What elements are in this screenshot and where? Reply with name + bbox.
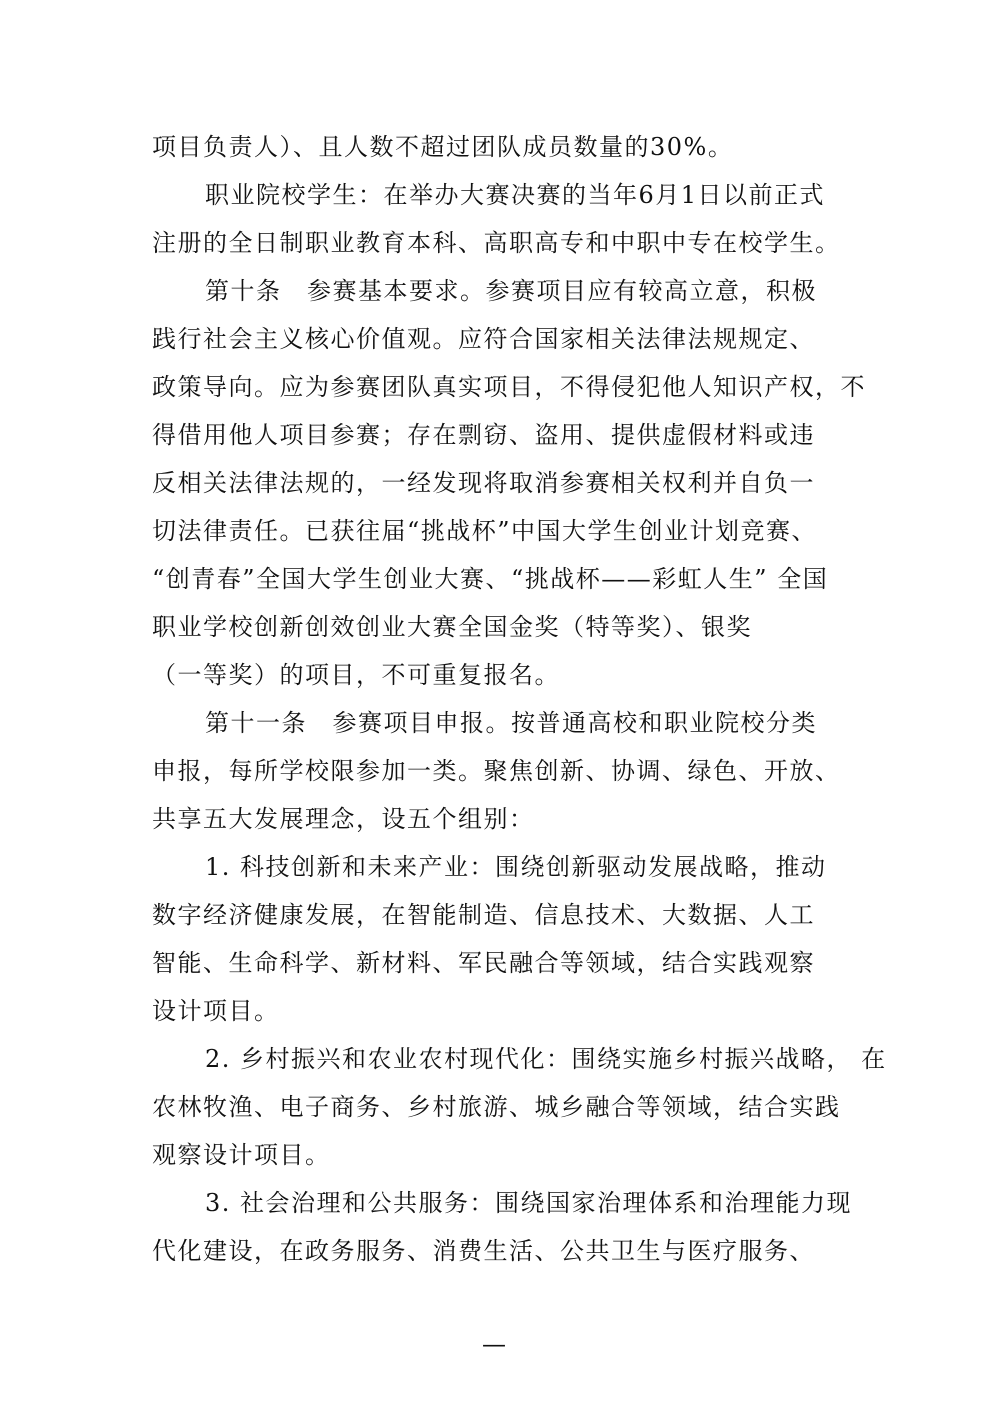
text-line: 农林牧渔、电子商务、乡村旅游、城乡融合等领域，结合实践: [152, 1093, 841, 1121]
text-line: （一等奖）的项目，不可重复报名。: [152, 661, 560, 689]
text-line: 申报，每所学校限参加一类。聚焦创新、协调、绿色、开放、: [152, 757, 841, 785]
text-line: 第十一条 参赛项目申报。按普通高校和职业院校分类: [205, 709, 817, 737]
text-line: 3. 社会治理和公共服务：围绕国家治理体系和治理能力现: [205, 1189, 853, 1217]
text-line: 职业学校创新创效创业大赛全国金奖（特等奖）、银奖: [152, 613, 752, 641]
text-line: 观察设计项目。: [152, 1141, 331, 1169]
text-line: 职业院校学生：在举办大赛决赛的当年6月1日以前正式: [205, 181, 826, 209]
text-line: 2. 乡村振兴和农业农村现代化：围绕实施乡村振兴战略， 在: [205, 1045, 887, 1073]
text-line: 设计项目。: [152, 997, 280, 1025]
text-line: 项目负责人）、且人数不超过团队成员数量的30%。: [152, 133, 734, 161]
text-line: “创青春”全国大学生创业大赛、“挑战杯——彩虹人生” 全国: [152, 565, 829, 593]
text-line: 数字经济健康发展，在智能制造、信息技术、大数据、人工: [152, 901, 815, 929]
text-line: 得借用他人项目参赛；存在剽窃、盗用、提供虚假材料或违: [152, 421, 815, 449]
text-line: 共享五大发展理念，设五个组别：: [152, 805, 535, 833]
page-footer-mark: —: [482, 1330, 506, 1358]
text-line: 践行社会主义核心价值观。应符合国家相关法律法规规定、: [152, 325, 815, 353]
text-line: 反相关法律法规的，一经发现将取消参赛相关权利并自负一: [152, 469, 815, 497]
text-line: 第十条 参赛基本要求。参赛项目应有较高立意，积极: [205, 277, 817, 305]
text-line: 智能、生命科学、新材料、军民融合等领域，结合实践观察: [152, 949, 815, 977]
text-line: 注册的全日制职业教育本科、高职高专和中职中专在校学生。: [152, 229, 841, 257]
text-line: 1. 科技创新和未来产业：围绕创新驱动发展战略，推动: [205, 853, 827, 881]
text-line: 切法律责任。已获往届“挑战杯”中国大学生创业计划竞赛、: [152, 517, 818, 545]
text-line: 代化建设，在政务服务、消费生活、公共卫生与医疗服务、: [152, 1237, 815, 1265]
text-line: 政策导向。应为参赛团队真实项目，不得侵犯他人知识产权，不: [152, 373, 866, 401]
